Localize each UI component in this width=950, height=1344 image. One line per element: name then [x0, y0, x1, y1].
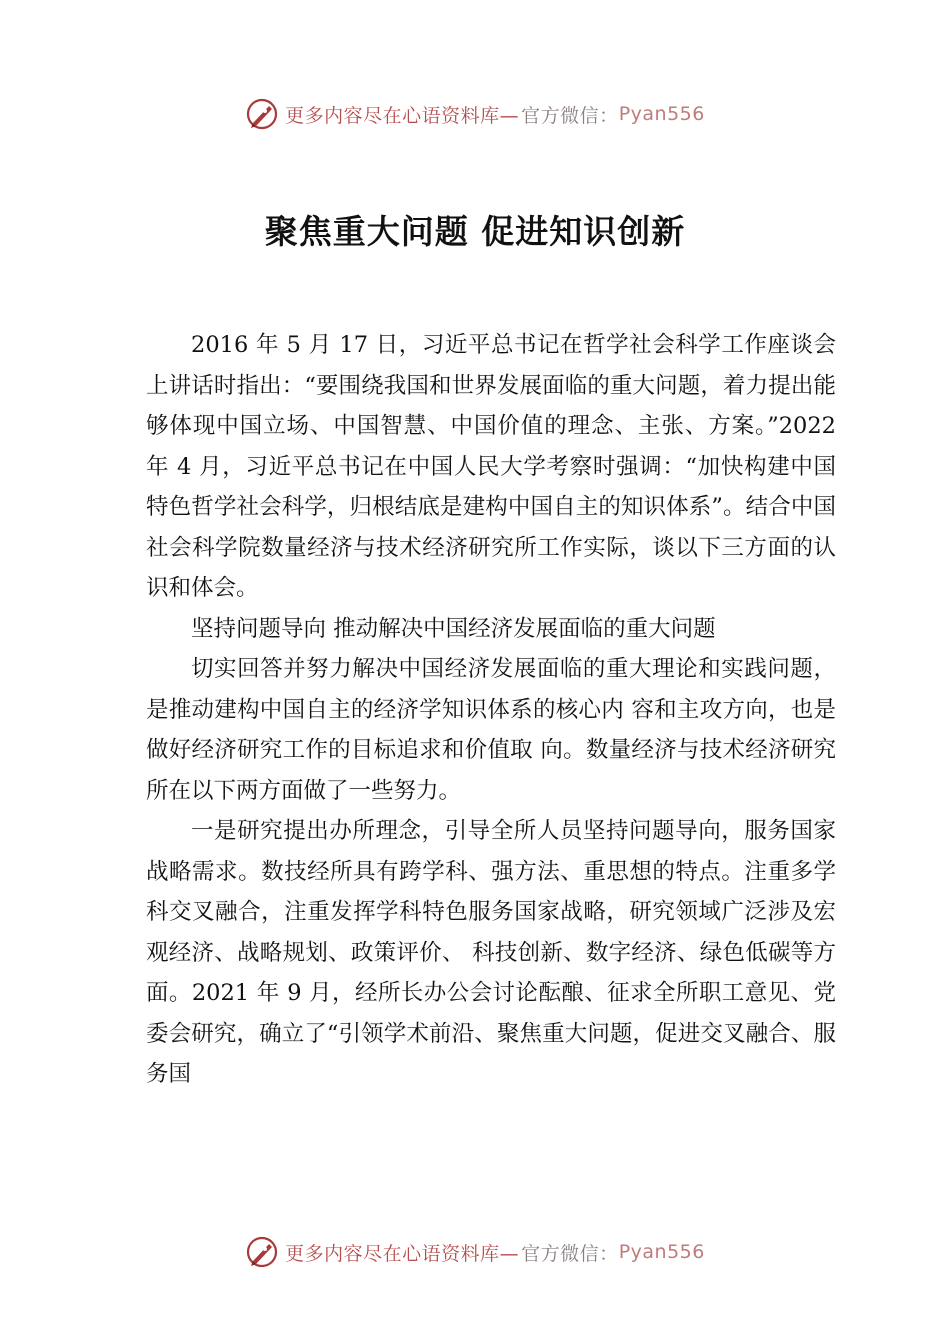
paragraph-body-1: 切实回答并努力解决中国经济发展面临的重大理论和实践问题，是推动建构中国自主的经济学知识体系的核心内 容和主攻方向，也是做好经济研究工作的目标追求和价值取 向。数量经济与技术经济研究所在以下两方面做了一些努力。: [146, 656, 836, 804]
footer-banner: [0, 1234, 950, 1270]
pen-logo-icon: [245, 97, 279, 131]
banner-wechat-id: Pyan556: [618, 103, 705, 125]
document-body: [146, 325, 836, 1095]
paragraph-intro: 2016 年 5 月 17 日，习近平总书记在哲学社会科学工作座谈会上讲话时指出：“要围绕我国和世界发展面临的重大问题，着力提出能够体现中国立场、中国智慧、中国价值的理念、主张、方案。”2022 年 4 月，习近平总书记在中国人民大学考察时强调：“加快构建中国特色哲学社会科学，归根结底是建构中国自主的知识体系”。结合中国社会科学院数量经济与技术经济研究所工作实际，谈以下三方面的认识和体会。: [146, 332, 836, 601]
banner-wechat-label: 官方微信：: [521, 1242, 619, 1265]
section-heading: 坚持问题导向 推动解决中国经济发展面临的重大问题: [191, 615, 716, 642]
banner-wechat-label: 官方微信：: [521, 104, 619, 127]
document-title: 聚焦重大问题 促进知识创新: [264, 212, 686, 251]
pen-logo-icon: [245, 1235, 279, 1269]
banner-text: 更多内容尽在心语资料库—: [285, 104, 520, 127]
banner-wechat-id: Pyan556: [618, 1241, 705, 1263]
header-banner: [0, 96, 950, 132]
banner-text: 更多内容尽在心语资料库—: [285, 1242, 520, 1265]
paragraph-body-2: 一是研究提出办所理念，引导全所人员坚持问题导向，服务国家战略需求。数技经所具有跨学科、强方法、重思想的特点。注重多学科交叉融合，注重发挥学科特色服务国家战略，研究领域广泛涉及宏观经济、战略规划、政策评价、 科技创新、数字经济、绿色低碳等方面。2021 年 9 月，经所长办公会讨论酝酿、征求全所职工意见、党委会研究，确立了“引领学术前沿、聚焦重大问题，促进交叉融合、服务国: [146, 818, 836, 1087]
